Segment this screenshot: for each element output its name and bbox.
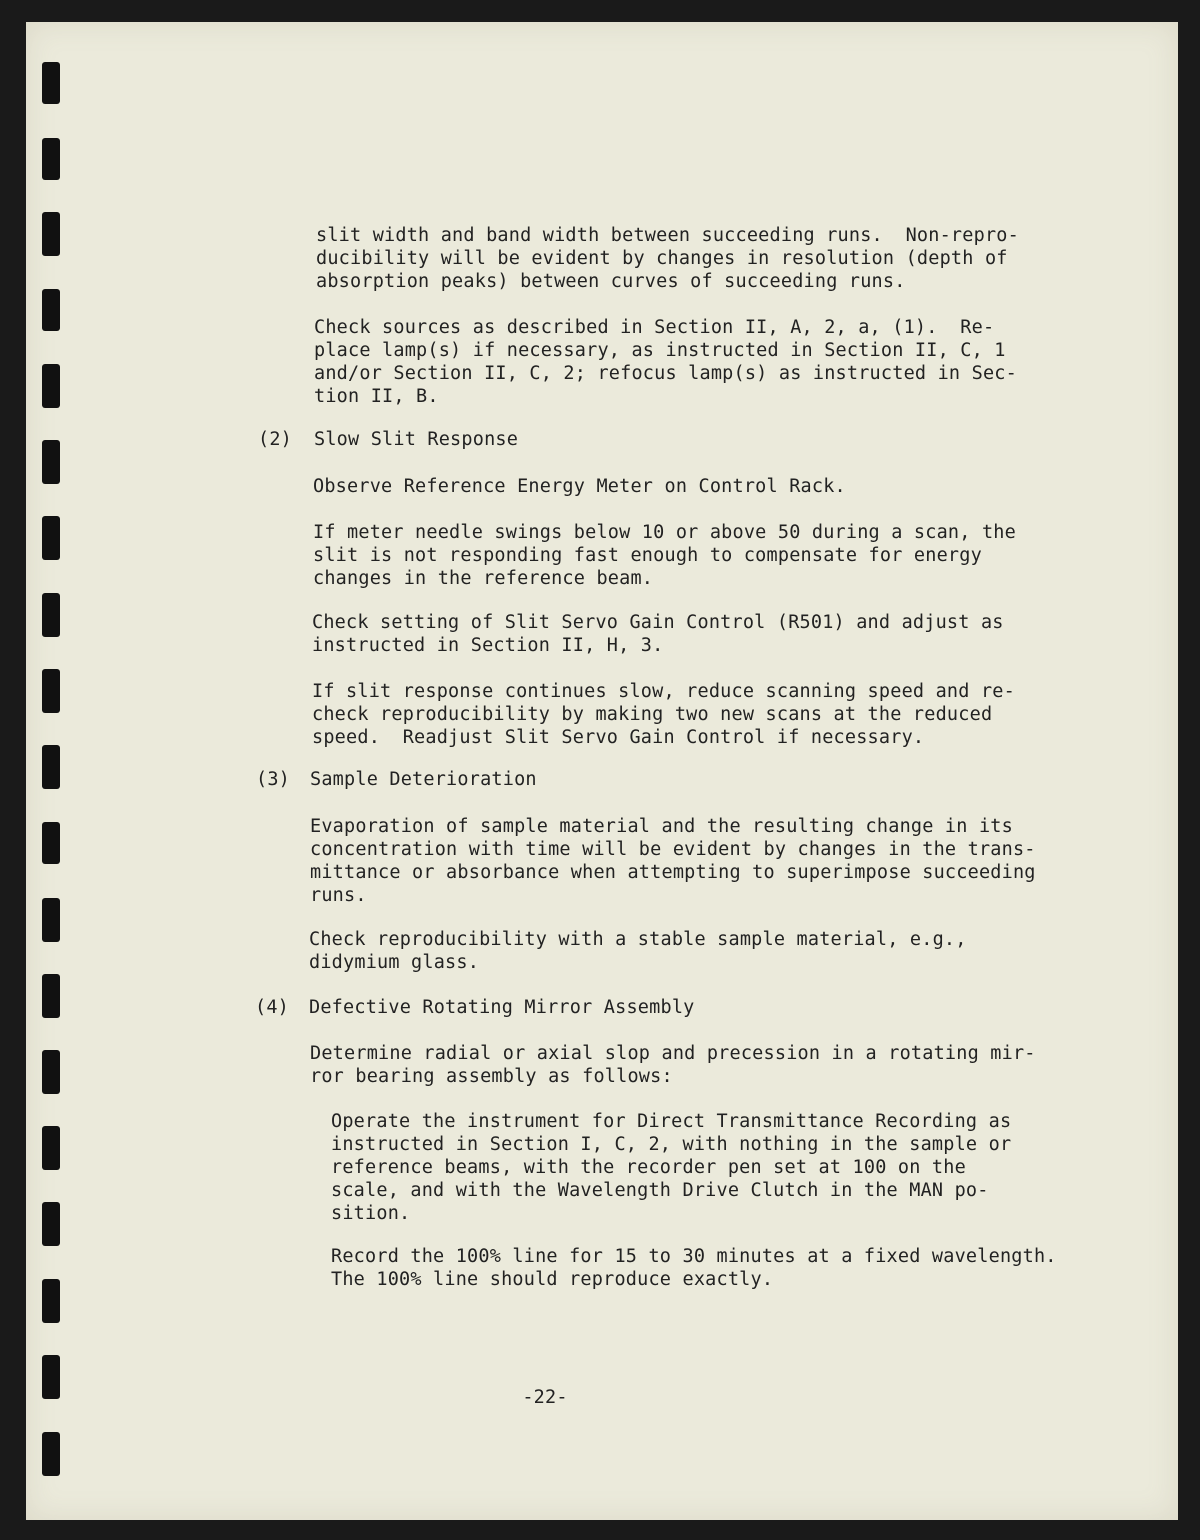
item-paragraph: Check setting of Slit Servo Gain Control (R501) and adjust as instructed in Section II, H, 3. — [312, 612, 1004, 656]
page-number: -22- — [522, 1387, 568, 1408]
item-paragraph: If meter needle swings below 10 or above 50 during a scan, the slit is not responding fast enough to compensate for energy changes in the reference beam. — [313, 522, 1016, 589]
item-paragraph: Check reproducibility with a stable sample material, e.g., didymium glass. — [309, 929, 967, 973]
item-paragraph: Determine radial or axial slop and precession in a rotating mir- ror bearing assembly as follows: — [310, 1043, 1036, 1087]
item-paragraph: If slit response continues slow, reduce scanning speed and re- check reproducibility by making two new scans at the reduced speed. Readjust Slit Servo Gain Control if necessary. — [312, 681, 1015, 748]
item-title: Slow Slit Response — [314, 429, 519, 450]
item-paragraph: Record the 100% line for 15 to 30 minutes at a fixed wavelength. The 100% line should reproduce exactly. — [331, 1246, 1057, 1290]
item-paragraph: Operate the instrument for Direct Transmittance Recording as instructed in Section I, C, 2, with nothing in the sample or reference beams, with the recorder pen set at 100 on the scale, and with the Wavelength Drive Clutch in the MAN po- sition. — [331, 1111, 1012, 1224]
item-number: (3) — [256, 769, 291, 790]
continuation-paragraph: slit width and band width between succeeding runs. Non-repro- ducibility will be evident by changes in resolution (depth of absorption peaks) between curves of succeeding runs. — [316, 225, 1019, 292]
item-paragraph: Evaporation of sample material and the resulting change in its concentration with time will be evident by changes in the trans- mittance or absorbance when attempting to superimpose succeeding runs. — [310, 816, 1036, 906]
check-sources-paragraph: Check sources as described in Section II, A, 2, a, (1). Re- place lamp(s) if necessary, as instructed in Section II, C, 1 and/or Section II, C, 2; refocus lamp(s) as instructed in Sec- tion II, B. — [314, 317, 1017, 407]
item-number: (2) — [258, 429, 293, 450]
item-title: Sample Deterioration — [310, 769, 537, 790]
item-number: (4) — [255, 997, 290, 1018]
item-paragraph: Observe Reference Energy Meter on Control Rack. — [313, 476, 846, 497]
item-title: Defective Rotating Mirror Assembly — [309, 997, 695, 1018]
